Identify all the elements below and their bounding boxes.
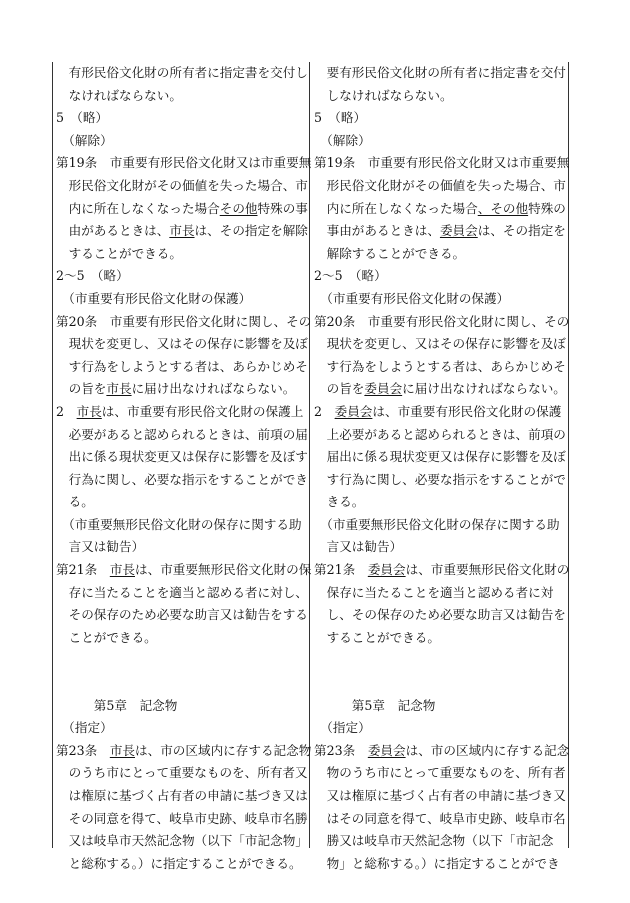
- text-line: [314, 265, 566, 288]
- text-segment: と総称する。）に指定することができる。: [56, 855, 302, 871]
- text-segment: 事由があるときは、: [314, 223, 440, 239]
- text-line: [56, 469, 306, 492]
- text-line: [56, 424, 306, 447]
- text-segment: 内に所在しなくなった場合: [314, 200, 478, 216]
- text-segment: は、その指定を: [477, 223, 566, 239]
- text-segment: 物」と総称する。）に指定することができ: [314, 855, 560, 871]
- text-line: [56, 830, 306, 853]
- underlined-amendment: 市長: [169, 223, 195, 239]
- text-segment: 勝又は岐阜市天然記念物（以下「市記念: [314, 833, 554, 849]
- text-line: [314, 559, 570, 582]
- text-segment: は権原に基づく占有者の申請に基づき又は: [56, 788, 308, 803]
- text-line: [56, 220, 306, 243]
- text-line: [314, 85, 566, 108]
- underlined-amendment: 委員会: [334, 403, 373, 419]
- text-line: [56, 808, 306, 831]
- text-line: [56, 740, 312, 763]
- text-segment: 言又は勧告）: [56, 539, 145, 555]
- text-segment: の旨を: [314, 381, 365, 397]
- text-segment: しなければならない。: [314, 87, 453, 103]
- right-border-line: [568, 62, 569, 848]
- text-line: [314, 785, 566, 808]
- text-segment: す行為をしようとする者は、あらかじめそ: [314, 358, 566, 374]
- text-segment: 第23条: [56, 742, 110, 758]
- text-segment: は、その指定を解除: [194, 223, 308, 239]
- text-segment: （市重要有形民俗文化財の保護）: [314, 290, 510, 306]
- text-segment: す行為をしようとする者は、あらかじめそ: [56, 358, 308, 374]
- text-line: [56, 582, 306, 605]
- text-segment: す行為に関し、必要な指示をすることがで: [314, 471, 566, 487]
- text-line: [56, 378, 306, 401]
- text-segment: は、市の区域内に存する記念: [405, 742, 570, 758]
- text-line: [56, 401, 306, 424]
- underlined-amendment: 市長: [109, 742, 135, 758]
- text-segment: し、その保存のため必要な助言又は勧告を: [314, 607, 566, 623]
- text-line: [314, 491, 566, 514]
- text-segment: 第23条: [314, 742, 368, 758]
- text-segment: 出に係る現状変更又は保存に影響を及ぼす: [56, 449, 308, 465]
- left-border-line: [52, 62, 53, 848]
- text-line: [314, 243, 566, 266]
- text-segment: 行為に関し、必要な指示をすることができ: [56, 471, 308, 487]
- text-segment: 現状を変更し、又はその保存に影響を及ぼ: [56, 336, 308, 352]
- text-segment: 現状を変更し、又はその保存に影響を及ぼ: [314, 336, 566, 352]
- text-segment: 解除することができる。: [314, 245, 466, 261]
- text-line: [314, 627, 566, 650]
- text-segment: 第5章 記念物: [314, 697, 436, 713]
- text-segment: る。: [56, 494, 94, 510]
- text-segment: 第20条 市重要有形民俗文化財に関し、その: [314, 313, 570, 329]
- text-line: [56, 198, 306, 221]
- text-line: [314, 424, 566, 447]
- text-line: [314, 514, 566, 537]
- text-segment: 第19条 市重要有形民俗文化財又は市重要無: [56, 155, 312, 171]
- underlined-amendment: 委員会: [367, 742, 406, 758]
- text-segment: 上必要があると認められるときは、前項の: [314, 426, 566, 442]
- text-segment: することができる。: [314, 629, 440, 645]
- text-line: [314, 740, 570, 763]
- underlined-amendment: 市長: [106, 381, 132, 397]
- text-line: [56, 130, 306, 153]
- text-line: [56, 491, 306, 514]
- text-line: [314, 107, 566, 130]
- text-line: [314, 356, 566, 379]
- text-line: [56, 175, 306, 198]
- text-line: [56, 536, 306, 559]
- text-segment: することができる。: [56, 245, 182, 261]
- text-segment: 届出に係る現状変更又は保存に影響を及ぼ: [314, 449, 566, 465]
- underlined-amendment: 、その他: [477, 200, 529, 216]
- text-line: [56, 311, 312, 334]
- underlined-amendment: 委員会: [439, 223, 478, 239]
- text-line: [56, 446, 306, 469]
- text-segment: 特殊の: [528, 200, 566, 216]
- text-segment: 2: [56, 403, 77, 419]
- text-segment: 第21条: [314, 562, 368, 578]
- text-segment: 必要があると認められるときは、前項の届: [56, 426, 308, 442]
- text-line: [314, 808, 566, 831]
- text-line: [314, 695, 566, 718]
- text-segment: ことができる。: [56, 629, 157, 645]
- text-segment: は、市重要無形民俗文化財の: [405, 562, 570, 578]
- text-line: [56, 604, 306, 627]
- text-line: [56, 762, 306, 785]
- text-segment: （市重要有形民俗文化財の保護）: [56, 290, 252, 306]
- blank-line: [314, 672, 566, 695]
- text-line: [314, 830, 566, 853]
- text-line: [314, 62, 566, 85]
- text-line: [56, 514, 306, 537]
- text-line: [314, 762, 566, 785]
- text-segment: に届け出なければならない。: [131, 381, 296, 397]
- text-segment: は、市の区域内に存する記念物: [135, 742, 312, 758]
- text-segment: のうち市にとって重要なものを、所有者又: [56, 765, 308, 781]
- underlined-amendment: 市長: [76, 403, 102, 419]
- text-segment: は、市重要有形民俗文化財の保護上: [101, 403, 304, 419]
- text-line: [56, 85, 306, 108]
- text-segment: は、市重要有形民俗文化財の保護: [372, 403, 562, 419]
- text-segment: （市重要無形民俗文化財の保存に関する助: [56, 516, 302, 532]
- text-line: [56, 243, 306, 266]
- text-line: [56, 695, 306, 718]
- text-segment: の旨を: [56, 381, 107, 397]
- text-line: [56, 559, 312, 582]
- text-segment: 形民俗文化財がその価値を失った場合、市: [56, 177, 308, 193]
- text-line: [56, 152, 312, 175]
- text-segment: 有形民俗文化財の所有者に指定書を交付し: [56, 65, 308, 80]
- text-line: [314, 604, 566, 627]
- underlined-amendment: 委員会: [367, 562, 406, 578]
- text-segment: 2～5 （略）: [56, 268, 129, 284]
- text-line: [314, 536, 566, 559]
- text-segment: 要有形民俗文化財の所有者に指定書を交付: [314, 65, 566, 80]
- text-segment: 保存に当たることを適当と認める者に対: [314, 584, 554, 600]
- blank-line: [56, 649, 306, 672]
- text-line: [314, 198, 566, 221]
- text-line: [314, 401, 566, 424]
- text-segment: 5 （略）: [56, 110, 109, 126]
- text-line: [314, 152, 570, 175]
- text-line: [314, 220, 566, 243]
- text-segment: 第20条 市重要有形民俗文化財に関し、その: [56, 313, 312, 329]
- text-line: [56, 265, 306, 288]
- text-segment: 第5章 記念物: [56, 697, 178, 713]
- text-segment: なければならない。: [56, 87, 182, 103]
- text-segment: 内に所在しなくなった場合: [56, 200, 220, 216]
- text-line: [56, 627, 306, 650]
- text-segment: （解除）: [56, 132, 113, 148]
- blank-line: [56, 672, 306, 695]
- underlined-amendment: その他: [219, 200, 258, 216]
- text-segment: 第19条 市重要有形民俗文化財又は市重要無: [314, 155, 570, 171]
- text-line: [314, 311, 570, 334]
- text-line: [314, 717, 566, 740]
- text-segment: 形民俗文化財がその価値を失った場合、市: [314, 177, 566, 193]
- text-segment: 又は岐阜市天然記念物（以下「市記念物」: [56, 833, 308, 849]
- text-segment: 2: [314, 403, 335, 419]
- text-segment: 存に当たることを適当と認める者に対し、: [56, 584, 308, 600]
- text-line: [314, 853, 566, 876]
- text-segment: （指定）: [56, 720, 113, 736]
- text-line: [56, 356, 306, 379]
- text-segment: 2～5 （略）: [314, 268, 387, 284]
- text-segment: （市重要無形民俗文化財の保存に関する助: [314, 516, 560, 532]
- text-line: [314, 446, 566, 469]
- text-segment: 由があるときは、: [56, 223, 170, 239]
- text-segment: 物のうち市にとって重要なものを、所有者: [314, 765, 566, 781]
- text-line: [314, 333, 566, 356]
- text-segment: はその同意を得て、岐阜市史跡、岐阜市名: [314, 810, 566, 826]
- text-segment: 5 （略）: [314, 110, 367, 126]
- text-line: [314, 582, 566, 605]
- text-segment: 又は権原に基づく占有者の申請に基づき又: [314, 788, 566, 803]
- column-divider-line: [309, 62, 310, 848]
- text-line: [56, 853, 306, 876]
- text-segment: きる。: [314, 494, 365, 510]
- text-segment: 言又は勧告）: [314, 539, 403, 555]
- text-segment: その保存のため必要な助言又は勧告をする: [56, 607, 308, 623]
- text-line: [314, 469, 566, 492]
- text-line: [314, 378, 566, 401]
- underlined-amendment: 委員会: [364, 381, 403, 397]
- text-segment: （指定）: [314, 720, 371, 736]
- text-line: [314, 175, 566, 198]
- blank-line: [314, 649, 566, 672]
- text-segment: に届け出なければならない。: [402, 381, 566, 397]
- text-line: [56, 717, 306, 740]
- text-segment: 特殊の事: [257, 200, 308, 216]
- current-text-column: [314, 62, 570, 875]
- text-line: [314, 288, 566, 311]
- text-line: [56, 785, 306, 808]
- text-line: [56, 62, 306, 85]
- text-line: [56, 333, 306, 356]
- text-segment: は、市重要無形民俗文化財の保: [135, 562, 312, 578]
- text-line: [56, 288, 306, 311]
- amended-text-column: [56, 62, 312, 875]
- underlined-amendment: 市長: [109, 562, 135, 578]
- text-segment: その同意を得て、岐阜市史跡、岐阜市名勝: [56, 810, 308, 826]
- text-segment: 第21条: [56, 562, 110, 578]
- text-line: [56, 107, 306, 130]
- text-line: [314, 130, 566, 153]
- text-segment: （解除）: [314, 132, 371, 148]
